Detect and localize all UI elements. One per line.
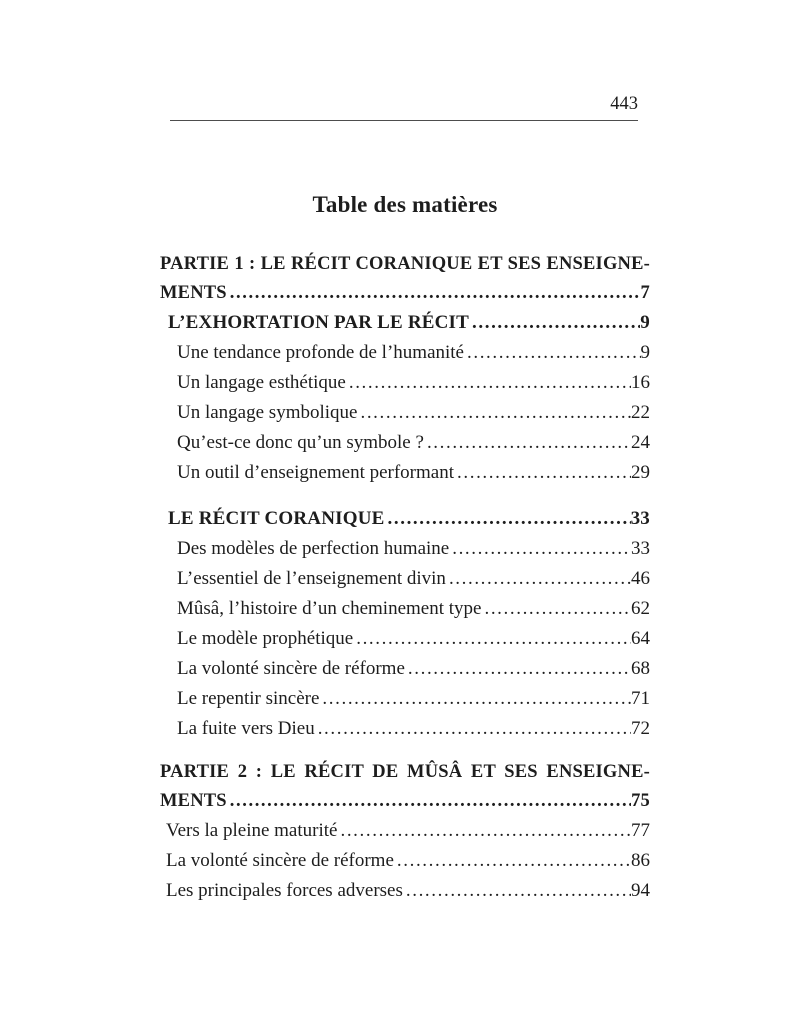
toc-entry-page: 33 xyxy=(630,508,650,529)
page-header xyxy=(170,93,638,121)
dot-leader xyxy=(481,594,631,624)
toc-entry-page: 29 xyxy=(631,462,650,483)
toc-entry-label: Une tendance profonde de l’humanité xyxy=(177,342,464,363)
toc-entry-page: 71 xyxy=(631,688,650,709)
toc-entry-label: LE RÉCIT CORANIQUE xyxy=(168,508,385,529)
dot-leader xyxy=(346,368,631,398)
toc-entry xyxy=(177,654,650,684)
dot-leader xyxy=(385,504,631,534)
dot-leader xyxy=(403,876,631,906)
table-of-contents xyxy=(160,250,650,906)
dot-leader xyxy=(405,654,631,684)
dot-leader xyxy=(319,684,631,714)
dot-leader xyxy=(315,714,631,744)
toc-entry-page: 62 xyxy=(631,598,650,619)
toc-entry-label: MENTS xyxy=(160,283,227,303)
dot-leader xyxy=(227,279,641,308)
page-number: 443 xyxy=(610,94,638,114)
toc-entry xyxy=(177,398,650,428)
toc-entry xyxy=(177,338,650,368)
toc-entry xyxy=(177,534,650,564)
toc-entry-label: La volonté sincère de réforme xyxy=(177,658,405,679)
toc-entry-page: 16 xyxy=(631,372,650,393)
dot-leader xyxy=(394,846,631,876)
toc-entry-label: L’essentiel de l’enseignement divin xyxy=(177,568,446,589)
toc-entry xyxy=(177,428,650,458)
toc-entry-page: 86 xyxy=(631,850,650,871)
toc-entry xyxy=(166,876,650,906)
dot-leader xyxy=(469,308,640,338)
toc-entry-page: 75 xyxy=(631,791,650,811)
toc-entry-part xyxy=(160,758,650,816)
dot-leader xyxy=(464,338,641,368)
toc-entry-page: 33 xyxy=(631,538,650,559)
toc-entry-label: La volonté sincère de réforme xyxy=(166,850,394,871)
toc-entry-label: Vers la pleine maturité xyxy=(166,820,338,841)
toc-entry-label: Les principales forces adverses xyxy=(166,880,403,901)
toc-entry xyxy=(166,846,650,876)
toc-entry-page: 68 xyxy=(631,658,650,679)
toc-entry-label: MENTS xyxy=(160,791,227,811)
toc-entry xyxy=(177,594,650,624)
dot-leader xyxy=(424,428,631,458)
toc-entry xyxy=(177,564,650,594)
toc-entry-label: Mûsâ, l’histoire d’un cheminement type xyxy=(177,598,482,619)
toc-entry-page: 9 xyxy=(640,342,650,363)
toc-entry-label: Des modèles de perfection humaine xyxy=(177,538,450,559)
toc-entry-page: 46 xyxy=(631,568,650,589)
toc-entry-page: 72 xyxy=(631,718,650,739)
dot-leader xyxy=(454,458,631,488)
toc-entry-part xyxy=(160,250,650,308)
toc-entry xyxy=(177,684,650,714)
toc-entry xyxy=(177,714,650,744)
toc-entry-label: Un langage symbolique xyxy=(177,402,358,423)
toc-entry-label: L’EXHORTATION PAR LE RÉCIT xyxy=(168,312,470,333)
toc-entry-label: Qu’est-ce donc qu’un symbole ? xyxy=(177,432,424,453)
toc-entry-label: Le repentir sincère xyxy=(177,688,320,709)
toc-entry-page: 24 xyxy=(631,432,650,453)
toc-entry-page: 7 xyxy=(640,283,650,303)
toc-entry xyxy=(177,624,650,654)
dot-leader xyxy=(357,398,631,428)
toc-entry-label: PARTIE 1 : LE RÉCIT CORANIQUE ET SES ENSEIGNE- xyxy=(160,254,650,274)
toc-entry-label: PARTIE 2 : LE RÉCIT DE MÛSÂ ET SES ENSEIGNE- xyxy=(160,762,650,782)
toc-entry-page: 22 xyxy=(631,402,650,423)
page-title: Table des matières xyxy=(312,192,498,217)
dot-leader xyxy=(337,816,631,846)
toc-entry-page: 77 xyxy=(631,820,650,841)
dot-leader xyxy=(446,564,631,594)
toc-entry-page: 94 xyxy=(631,880,650,901)
dot-leader xyxy=(449,534,631,564)
toc-entry xyxy=(166,816,650,846)
toc-entry-label: Un outil d’enseignement performant xyxy=(177,462,455,483)
toc-entry-label: Le modèle prophétique xyxy=(177,628,354,649)
toc-entry xyxy=(177,368,650,398)
toc-entry-label: La fuite vers Dieu xyxy=(177,718,315,739)
toc-entry-page: 64 xyxy=(631,628,650,649)
toc-entry-section xyxy=(168,308,650,338)
dot-leader xyxy=(227,787,631,816)
dot-leader xyxy=(353,624,631,654)
toc-entry-page: 9 xyxy=(640,312,650,333)
toc-entry-section xyxy=(168,504,650,534)
toc-entry xyxy=(177,458,650,488)
toc-entry-label: Un langage esthétique xyxy=(177,372,346,393)
